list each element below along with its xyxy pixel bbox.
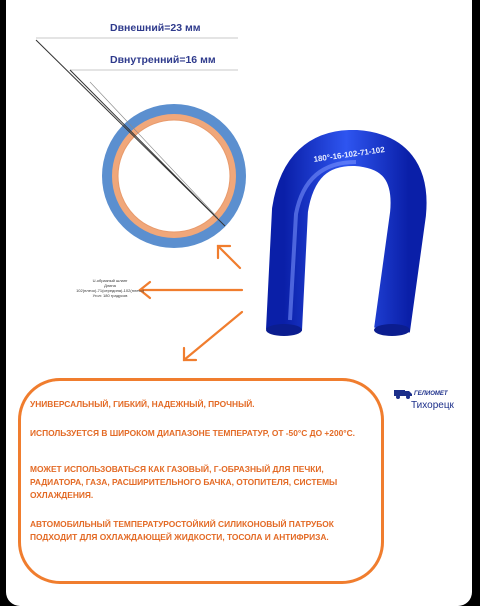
spec-line: Угол: 180 градусов: [92, 293, 128, 298]
brand-logo: [394, 388, 468, 418]
spec-caption: [30, 278, 190, 298]
arrow-up-left-icon: [218, 246, 240, 268]
info-paragraph: УНИВЕРСАЛЬНЫЙ, ГИБКИЙ, НАДЕЖНЫЙ, ПРОЧНЫЙ.: [30, 399, 255, 409]
info-paragraph: АВТОМОБИЛЬНЫЙ ТЕМПЕРАТУРОСТОЙКИЙ СИЛИКОНОВЫЙ ПАТРУБОК ПОДХОДИТ ДЛЯ ОХЛАЖДАЮЩЕЙ ЖИДКОСТИ, ТОСОЛА И АНТИФРИЗА.: [30, 519, 334, 542]
u-hose-image: [256, 130, 446, 350]
outer-diameter-label: Dвнешний=23 мм: [110, 22, 201, 34]
arrow-down-left-icon: [184, 312, 242, 360]
truck-icon: [394, 388, 412, 399]
logo-brand-text: ГЕЛИОМЕТ: [414, 391, 448, 397]
inner-diameter-label: Dвнутренний=16 мм: [110, 54, 216, 66]
spec-line: 102(плечо)-71(середина)-102(плечо): [76, 288, 144, 293]
hose-end-right: [374, 324, 410, 336]
hose-marking: 180°-16-102-71-102: [313, 145, 386, 164]
hose-end-left: [266, 324, 302, 336]
info-paragraph: МОЖЕТ ИСПОЛЬЗОВАТЬСЯ КАК ГАЗОВЫЙ, Г-ОБРАЗНЫЙ ДЛЯ ПЕЧКИ, РАДИАТОРА, ГАЗА, РАСШИРИТЕЛЬНОГО БАЧКА, ОТОПИТЕЛЯ, СИСТЕМЫ ОХЛАЖДЕНИЯ.: [30, 464, 338, 500]
logo-city-text: Тихорецк: [411, 400, 454, 411]
hose-body: [284, 148, 409, 330]
spec-line: U-образный шланг: [92, 278, 128, 283]
spec-line: Длина: [104, 283, 116, 288]
info-paragraph: ИСПОЛЬЗУЕТСЯ В ШИРОКОМ ДИАПАЗОНЕ ТЕМПЕРАТУР, ОТ -50°С ДО +200°С.: [30, 428, 355, 438]
